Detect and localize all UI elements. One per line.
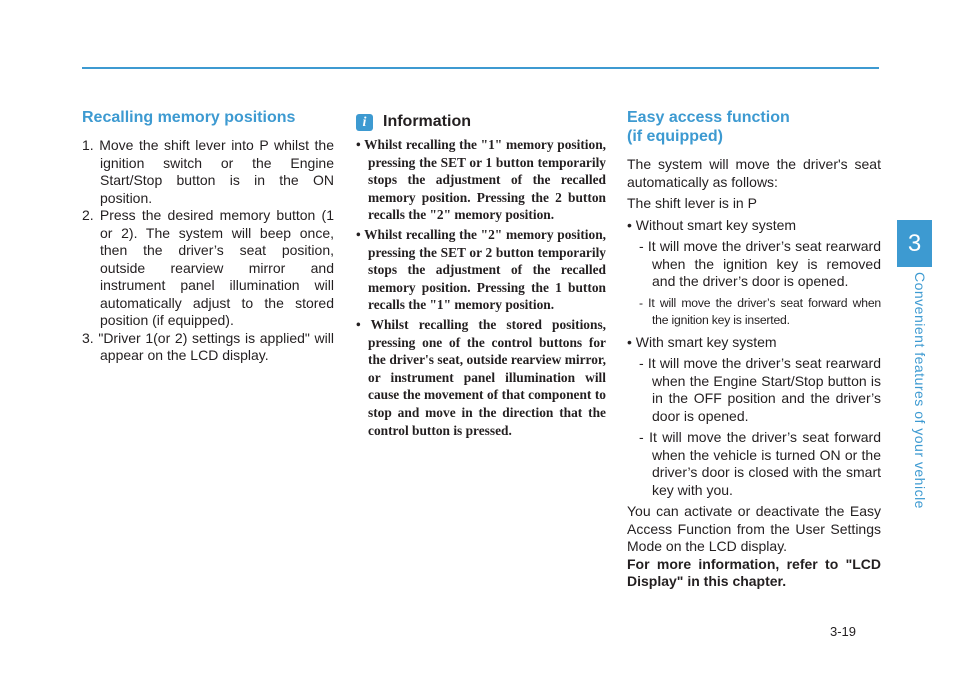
column-memory-recall	[82, 108, 334, 365]
page-number: 3-19	[830, 624, 857, 639]
info-header	[356, 113, 606, 131]
info-item-3: • Whilst recalling the stored positions, pressing one of the control buttons for the driver's seat, outside rearview mirror, or instrument panel illumination will cause the movement of that component to stop and move in the direction that the control button is pressed.	[356, 316, 606, 438]
activate-note: You can activate or deactivate the Easy Access Function from the User Settings Mode on the LCD display.	[627, 503, 881, 554]
recall-steps	[82, 137, 334, 365]
without-key-item-1: - It will move the driver’s seat rearward when the ignition key is removed and the driver’s door is opened.	[639, 238, 881, 289]
step-2: 2. Press the desired memory button (1 or 2). The system will beep once, then the driver’s seat position, outside rearview mirror and instrument panel illumination will automatically adjust to the stored position (if equipped).	[82, 207, 334, 328]
with-key-item-1: - It will move the driver’s seat rearward when the Engine Start/Stop button is in the OFF position and the driver’s door is opened.	[639, 355, 881, 424]
heading-line-1: Easy access function	[627, 109, 790, 126]
info-item-1: • Whilst recalling the "1" memory position, pressing the SET or 1 button temporarily stops the adjustment of the recalled memory position. Pressing the 2 button recalls the "2" memory position.	[356, 137, 606, 223]
with-key-bullet: • With smart key system	[627, 333, 777, 350]
column-information	[356, 108, 606, 441]
step-3: 3. "Driver 1(or 2) settings is applied" will appear on the LCD display.	[82, 329, 334, 363]
step-1: 1. Move the shift lever into P whilst the ignition switch or the Engine Start/Stop button is in the ON position.	[82, 137, 334, 206]
info-title: Information	[383, 113, 471, 130]
chapter-title: Convenient features of your vehicle	[912, 272, 928, 509]
header-rule	[82, 67, 879, 69]
info-item-2: • Whilst recalling the "2" memory position, pressing the SET or 2 button temporarily stops the adjustment of the recalled memory position. Pressing the 1 button recalls the "1" memory position.	[356, 226, 606, 313]
section-heading-easy-access	[627, 108, 881, 146]
section-heading-recall: Recalling memory positions	[82, 109, 296, 126]
with-key-item-2: - It will move the driver’s seat forward when the vehicle is turned ON or the driver’s door is closed with the smart key with you.	[639, 429, 881, 498]
without-key-item-2: - It will move the driver’s seat forward when the ignition key is inserted.	[639, 295, 881, 327]
column-easy-access	[627, 108, 881, 591]
without-key-bullet: • Without smart key system	[627, 216, 797, 233]
chapter-tab: 3	[897, 220, 932, 267]
info-icon: i	[356, 114, 373, 131]
shift-condition: The shift lever is in P	[627, 195, 757, 211]
info-list	[356, 136, 606, 439]
heading-line-2: (if equipped)	[627, 128, 723, 145]
easy-access-intro: The system will move the driver's seat automatically as follows:	[627, 156, 881, 190]
more-info-note: For more information, refer to "LCD Display" in this chapter.	[627, 555, 881, 589]
